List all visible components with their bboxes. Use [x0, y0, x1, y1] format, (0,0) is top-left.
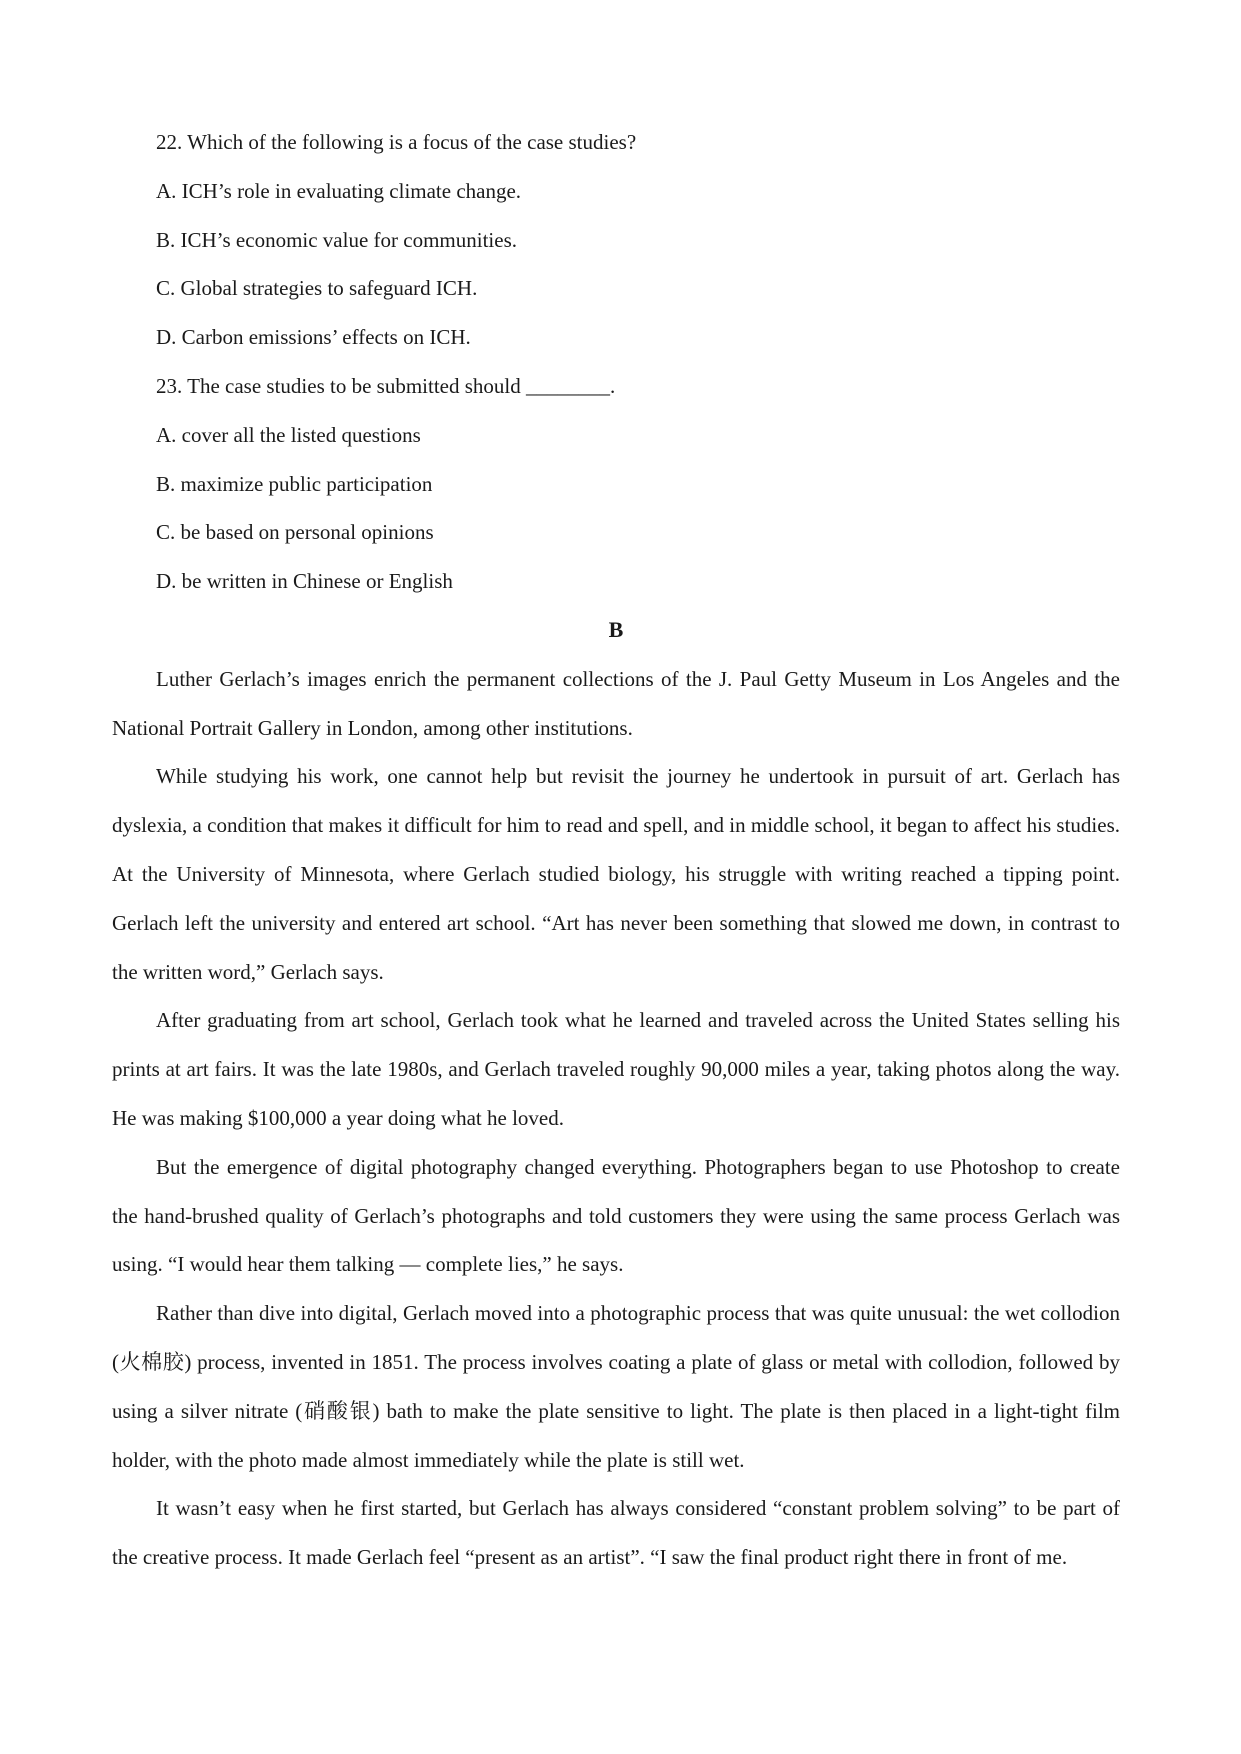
passage-paragraph-3: After graduating from art school, Gerlach took what he learned and traveled across the United States selling his prints at art fairs. It was the late 1980s, and Gerlach traveled roughly 90,000 miles a year, taking photos along the way. He was making $100,000 a year doing what he loved. — [112, 1008, 1120, 1130]
question-23-option-c: C. be based on personal opinions — [156, 520, 434, 545]
passage-paragraph-6: It wasn’t easy when he first started, but Gerlach has always considered “constant problem solving” to be part of the creative process. It made Gerlach feel “present as an artist”. “I saw the final product right there in front of me. — [112, 1496, 1120, 1570]
question-23-option-a: A. cover all the listed questions — [156, 422, 421, 447]
question-22-option-c: C. Global strategies to safeguard ICH. — [156, 276, 478, 301]
page-content — [112, 118, 1120, 1582]
question-23 — [112, 362, 1120, 606]
passage-paragraph-5: Rather than dive into digital, Gerlach moved into a photographic process that was quite unusual: the wet collodion (火棉胶) process, invented in 1851. The process involves coating a plate of glass or metal with collodion, followed by using a silver nitrate (硝酸银) bath to make the plate sensitive to light. The plate is then placed in a light-tight film holder, with the photo made almost immediately while the plate is still wet. — [112, 1301, 1120, 1472]
question-23-stem: 23. The case studies to be submitted should ________. — [156, 373, 616, 398]
question-23-option-d: D. be written in Chinese or English — [156, 569, 453, 594]
passage-paragraph-4: But the emergence of digital photography changed everything. Photographers began to use Photoshop to create the hand-brushed quality of Gerlach’s photographs and told customers they were using the same process Gerlach was using. “I would hear them talking — complete lies,” he says. — [112, 1154, 1120, 1277]
question-22 — [112, 118, 1120, 362]
question-22-option-b: B. ICH’s economic value for communities. — [156, 227, 518, 252]
question-23-option-b: B. maximize public participation — [156, 471, 433, 496]
passage-paragraph-2: While studying his work, one cannot help but revisit the journey he undertook in pursuit of art. Gerlach has dyslexia, a condition that makes it difficult for him to read and spell, and in middle school, it began to affect his studies. At the University of Minnesota, where Gerlach studied biology, his struggle with writing reached a tipping point. Gerlach left the university and entered art school. “Art has never been something that slowed me down, in contrast to the written word,” Gerlach says. — [112, 764, 1120, 984]
question-22-option-a: A. ICH’s role in evaluating climate change. — [156, 178, 522, 203]
question-22-option-d: D. Carbon emissions’ effects on ICH. — [156, 325, 471, 350]
section-b-title: B — [608, 616, 624, 642]
section-b-passage — [112, 655, 1120, 1582]
passage-paragraph-1: Luther Gerlach’s images enrich the permanent collections of the J. Paul Getty Museum in Los Angeles and the National Portrait Gallery in London, among other institutions. — [112, 666, 1120, 740]
question-22-stem: 22. Which of the following is a focus of the case studies? — [156, 130, 637, 154]
